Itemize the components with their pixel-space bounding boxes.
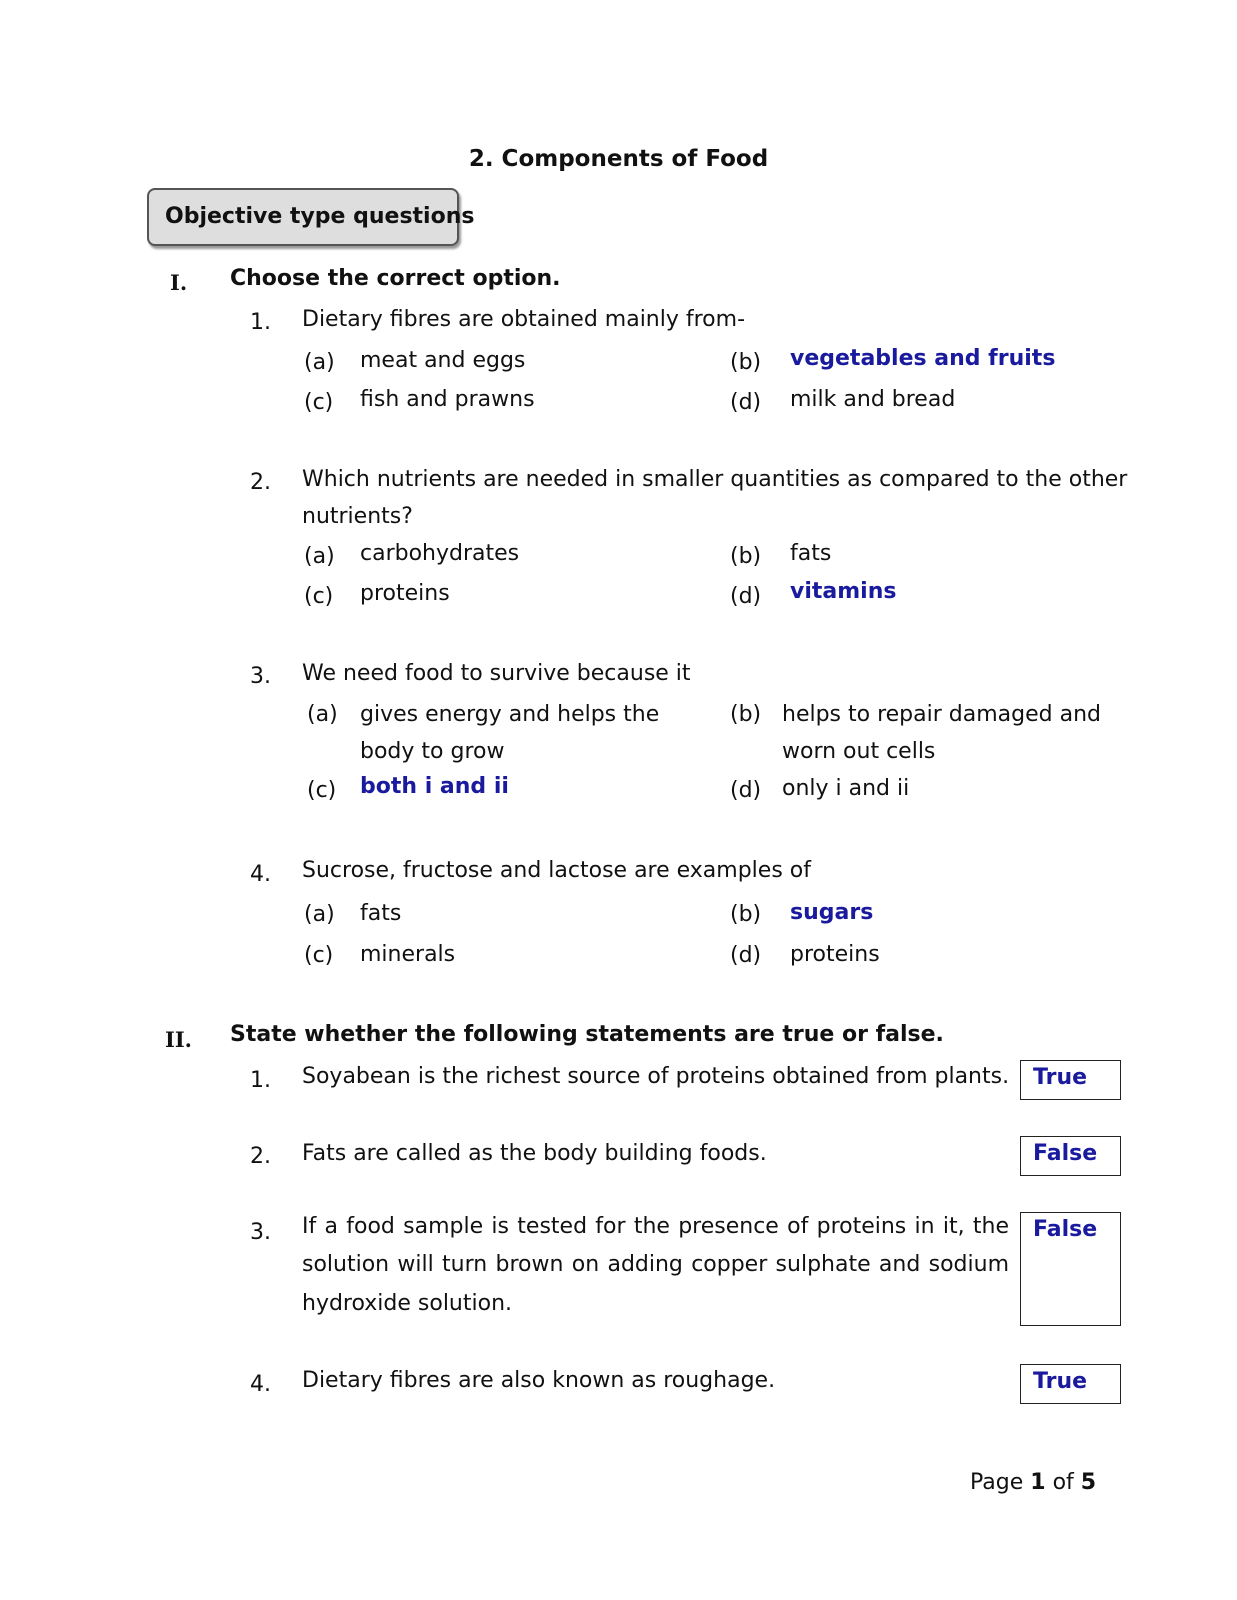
footer-of: of	[1052, 1470, 1074, 1495]
statement-text: If a food sample is tested for the presence of proteins in it, the	[302, 1214, 1009, 1239]
option-text: fats	[790, 541, 832, 566]
section-1-numeral: I.	[170, 270, 188, 295]
footer-current-page: 1	[1030, 1470, 1046, 1495]
statement-text: solution will turn brown on adding copper sulphate and sodium	[302, 1252, 1009, 1277]
section-tag: Objective type questions	[147, 188, 459, 246]
option-label: (a)	[304, 544, 335, 569]
option-text-correct: vitamins	[790, 579, 897, 604]
option-label: (a)	[304, 902, 335, 927]
question-number: 2.	[250, 470, 271, 495]
page-title: 2. Components of Food	[468, 146, 769, 172]
option-label: (c)	[307, 778, 337, 803]
answer-box: True	[1020, 1060, 1121, 1100]
statement-number: 4.	[250, 1372, 271, 1397]
option-text: fats	[360, 901, 402, 926]
option-text: minerals	[360, 942, 456, 967]
answer-box: False	[1020, 1212, 1121, 1326]
section-2-heading: State whether the following statements are true or false.	[230, 1022, 944, 1047]
option-text: proteins	[790, 942, 880, 967]
question-text: Sucrose, fructose and lactose are examples of	[302, 858, 811, 883]
option-text: fish and prawns	[360, 387, 535, 412]
option-label: (d)	[730, 584, 762, 609]
question-number: 1.	[250, 310, 271, 335]
footer-total-pages: 5	[1080, 1470, 1097, 1495]
option-label: (b)	[730, 902, 762, 927]
option-text-correct: vegetables and fruits	[790, 346, 1056, 371]
statement-text: Dietary fibres are also known as roughage.	[302, 1368, 776, 1393]
option-text: milk and bread	[790, 387, 956, 412]
statement-number: 3.	[250, 1220, 271, 1245]
option-text-correct: sugars	[790, 900, 874, 925]
question-number: 3.	[250, 664, 271, 689]
option-label: (c)	[304, 584, 334, 609]
section-2-numeral: II.	[165, 1027, 192, 1052]
statement-text: Fats are called as the body building foods.	[302, 1141, 767, 1166]
option-label: (c)	[304, 943, 334, 968]
option-text: proteins	[360, 581, 450, 606]
option-text-correct: both i and ii	[360, 774, 509, 799]
footer-prefix: Page	[970, 1470, 1024, 1495]
option-label: (b)	[730, 702, 762, 727]
option-text: helps to repair damaged and	[782, 702, 1101, 727]
question-text: We need food to survive because it	[302, 661, 691, 686]
option-label: (a)	[307, 702, 338, 727]
section-1-heading: Choose the correct option.	[230, 266, 561, 291]
statement-text: Soyabean is the richest source of proteins obtained from plants.	[302, 1064, 1010, 1089]
question-text: nutrients?	[302, 504, 413, 529]
option-label: (d)	[730, 778, 762, 803]
statement-number: 2.	[250, 1144, 271, 1169]
option-text: only i and ii	[782, 776, 910, 801]
option-label: (a)	[304, 350, 335, 375]
statement-number: 1.	[250, 1068, 271, 1093]
answer-box: False	[1020, 1136, 1121, 1176]
option-text: body to grow	[360, 739, 505, 764]
option-text: gives energy and helps the	[360, 702, 660, 727]
option-text: carbohydrates	[360, 541, 520, 566]
question-text: Dietary fibres are obtained mainly from-	[302, 307, 746, 332]
page-footer	[970, 1470, 1096, 1495]
option-text: meat and eggs	[360, 348, 526, 373]
option-label: (b)	[730, 544, 762, 569]
option-label: (c)	[304, 390, 334, 415]
option-text: worn out cells	[782, 739, 936, 764]
question-number: 4.	[250, 862, 271, 887]
statement-text: hydroxide solution.	[302, 1291, 513, 1316]
option-label: (d)	[730, 943, 762, 968]
option-label: (b)	[730, 350, 762, 375]
question-text: Which nutrients are needed in smaller quantities as compared to the other	[302, 467, 1128, 492]
answer-box: True	[1020, 1364, 1121, 1404]
option-label: (d)	[730, 390, 762, 415]
